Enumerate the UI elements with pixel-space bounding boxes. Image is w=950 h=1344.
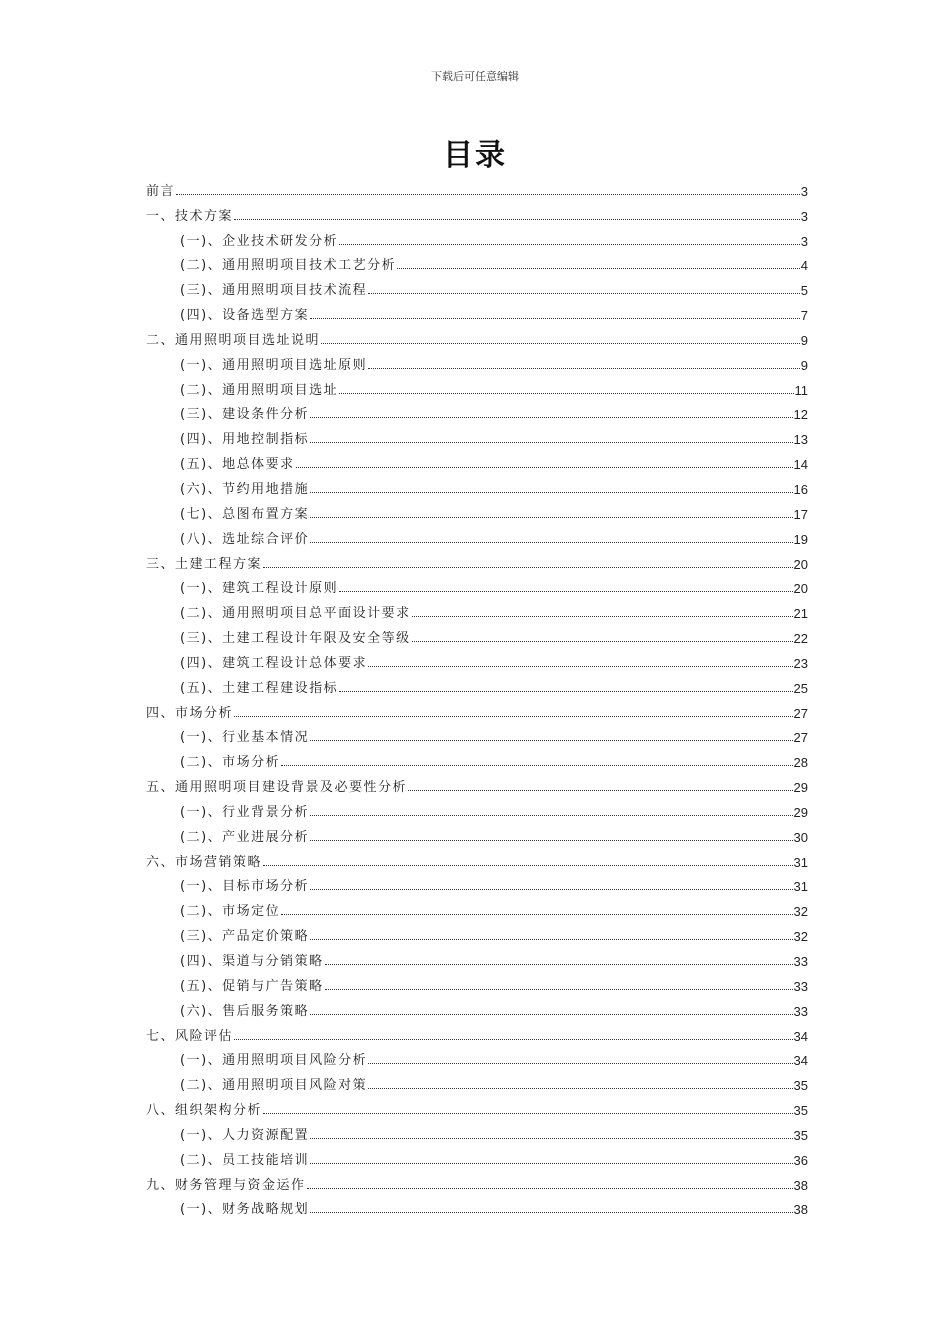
toc-dot-leader <box>310 417 792 418</box>
toc-entry[interactable] <box>146 969 808 994</box>
toc-entry-label: (八)、选址综合评价 <box>180 531 310 547</box>
toc-entry-label: 九、财务管理与资金运作 <box>146 1177 306 1193</box>
toc-entry-label: (四)、用地控制指标 <box>180 432 310 448</box>
toc-entry[interactable] <box>146 422 808 447</box>
toc-entry[interactable] <box>146 870 808 895</box>
toc-entry-page: 27 <box>793 705 808 721</box>
toc-dot-leader <box>234 1039 793 1040</box>
toc-entry-page: 35 <box>793 1103 808 1119</box>
toc-dot-leader <box>310 1138 792 1139</box>
toc-entry-page: 34 <box>793 1028 808 1044</box>
toc-entry-label: (五)、地总体要求 <box>180 457 295 473</box>
toc-entry[interactable] <box>146 398 808 423</box>
toc-dot-leader <box>325 989 793 990</box>
toc-dot-leader <box>339 244 800 245</box>
toc-entry-label: (六)、售后服务策略 <box>180 1003 310 1019</box>
toc-entry-label: (一)、财务战略规划 <box>180 1202 310 1218</box>
toc-entry-page: 19 <box>793 531 808 547</box>
toc-dot-leader <box>263 865 793 866</box>
toc-dot-leader <box>339 591 792 592</box>
toc-entry-label: (七)、总图布置方案 <box>180 506 310 522</box>
toc-entry[interactable] <box>146 745 808 770</box>
toc-entry[interactable] <box>146 671 808 696</box>
toc-entry-page: 38 <box>793 1177 808 1193</box>
toc-entry[interactable] <box>146 820 808 845</box>
toc-entry-label: 一、技术方案 <box>146 208 234 224</box>
toc-dot-leader <box>368 368 800 369</box>
toc-entry-page: 22 <box>793 631 808 647</box>
toc-entry-page: 33 <box>793 978 808 994</box>
toc-entry-page: 9 <box>800 357 808 373</box>
toc-dot-leader <box>325 964 793 965</box>
toc-entry[interactable] <box>146 795 808 820</box>
toc-entry[interactable] <box>146 373 808 398</box>
toc-entry-page: 28 <box>793 755 808 771</box>
toc-entry-label: (四)、渠道与分销策略 <box>180 954 324 969</box>
toc-entry-page: 30 <box>793 829 808 845</box>
toc-entry[interactable] <box>146 572 808 597</box>
toc-entry-page: 38 <box>793 1202 808 1218</box>
toc-entry-page: 34 <box>793 1053 808 1069</box>
toc-entry-page: 29 <box>793 780 808 796</box>
toc-entry-page: 20 <box>793 581 808 597</box>
toc-dot-leader <box>281 765 792 766</box>
toc-entry-label: 二、通用照明项目选址说明 <box>146 332 321 348</box>
toc-dot-leader <box>310 939 792 940</box>
toc-dot-leader <box>176 194 800 195</box>
toc-entry-label: 八、组织架构分析 <box>146 1103 263 1119</box>
toc-entry[interactable] <box>146 472 808 497</box>
toc-entry[interactable] <box>146 174 808 199</box>
toc-entry-label: (一)、建筑工程设计原则 <box>180 581 339 597</box>
toc-dot-leader <box>310 815 792 816</box>
toc-dot-leader <box>296 467 793 468</box>
toc-entry-page: 7 <box>800 308 808 324</box>
toc-entry-page: 25 <box>793 680 808 696</box>
toc-entry[interactable] <box>146 845 808 870</box>
toc-entry[interactable] <box>146 721 808 746</box>
toc-entry-label: (一)、人力资源配置 <box>180 1127 310 1143</box>
toc-entry[interactable] <box>146 224 808 249</box>
toc-dot-leader <box>339 691 792 692</box>
toc-entry-label: (三)、土建工程设计年限及安全等级 <box>180 631 411 647</box>
toc-entry[interactable] <box>146 348 808 373</box>
table-of-contents <box>146 174 808 1217</box>
toc-entry[interactable] <box>146 273 808 298</box>
toc-entry-page: 32 <box>793 904 808 920</box>
toc-entry-label: 三、土建工程方案 <box>146 556 263 572</box>
toc-entry-page: 32 <box>793 929 808 945</box>
toc-entry-label: (一)、行业背景分析 <box>180 804 310 820</box>
toc-entry-page: 33 <box>793 954 808 969</box>
toc-entry-page: 33 <box>793 1003 808 1019</box>
toc-entry-page: 9 <box>800 332 808 348</box>
toc-dot-leader <box>339 393 793 394</box>
toc-entry-page: 23 <box>793 655 808 671</box>
toc-entry-label: (二)、市场分析 <box>180 755 281 771</box>
header-note: 下载后可任意编辑 <box>431 70 519 83</box>
toc-dot-leader <box>412 616 793 617</box>
toc-dot-leader <box>310 1163 792 1164</box>
toc-entry-label: 七、风险评估 <box>146 1028 234 1044</box>
toc-dot-leader <box>321 343 800 344</box>
toc-entry[interactable] <box>146 323 808 348</box>
toc-dot-leader <box>310 889 792 890</box>
toc-entry-label: 五、通用照明项目建设背景及必要性分析 <box>146 780 408 796</box>
toc-dot-leader <box>310 1212 792 1213</box>
toc-entry-page: 31 <box>793 879 808 895</box>
toc-entry[interactable] <box>146 1168 808 1193</box>
toc-entry-label: (一)、通用照明项目选址原则 <box>180 357 368 373</box>
toc-dot-leader <box>310 1014 792 1015</box>
toc-entry-page: 31 <box>793 854 808 870</box>
toc-entry[interactable] <box>146 994 808 1019</box>
toc-entry-page: 13 <box>793 432 808 448</box>
toc-dot-leader <box>310 740 792 741</box>
toc-entry[interactable] <box>146 497 808 522</box>
toc-entry[interactable] <box>146 944 808 969</box>
toc-entry[interactable] <box>146 298 808 323</box>
toc-entry-page: 12 <box>793 407 808 423</box>
toc-entry-label: (三)、通用照明项目技术流程 <box>180 283 368 299</box>
toc-entry[interactable] <box>146 1193 808 1218</box>
toc-entry-page: 17 <box>793 506 808 522</box>
toc-entry[interactable] <box>146 770 808 795</box>
toc-entry-label: 六、市场营销策略 <box>146 854 263 870</box>
toc-entry[interactable] <box>146 522 808 547</box>
toc-entry-page: 4 <box>800 258 808 274</box>
toc-entry-label: 前言 <box>146 183 176 199</box>
toc-dot-leader <box>263 1113 793 1114</box>
toc-entry[interactable] <box>146 919 808 944</box>
toc-entry-label: (二)、通用照明项目技术工艺分析 <box>180 258 397 274</box>
toc-entry-page: 14 <box>793 457 808 473</box>
toc-dot-leader <box>307 1188 793 1189</box>
toc-entry-page: 16 <box>793 481 808 497</box>
toc-entry[interactable] <box>146 249 808 274</box>
toc-entry-label: (二)、产业进展分析 <box>180 829 310 845</box>
toc-entry-page: 35 <box>793 1078 808 1094</box>
toc-entry[interactable] <box>146 696 808 721</box>
toc-dot-leader <box>310 318 800 319</box>
toc-dot-leader <box>368 666 792 667</box>
toc-entry[interactable] <box>146 894 808 919</box>
toc-entry[interactable] <box>146 199 808 224</box>
toc-dot-leader <box>310 840 792 841</box>
toc-entry[interactable] <box>146 1093 808 1118</box>
toc-entry[interactable] <box>146 1143 808 1168</box>
toc-entry-page: 29 <box>793 804 808 820</box>
toc-entry-page: 5 <box>800 283 808 299</box>
toc-entry-label: (一)、行业基本情况 <box>180 730 310 746</box>
toc-entry-label: (三)、产品定价策略 <box>180 929 310 945</box>
toc-entry[interactable] <box>146 1118 808 1143</box>
toc-entry-page: 11 <box>794 382 808 398</box>
toc-entry-label: (三)、建设条件分析 <box>180 407 310 423</box>
toc-title: 目录 <box>443 138 507 173</box>
toc-dot-leader <box>310 492 792 493</box>
toc-entry-page: 3 <box>800 208 808 224</box>
toc-entry[interactable] <box>146 547 808 572</box>
toc-entry-label: (二)、通用照明项目选址 <box>180 382 339 398</box>
toc-dot-leader <box>408 790 793 791</box>
toc-entry-page: 20 <box>793 556 808 572</box>
toc-entry-label: (二)、通用照明项目风险对策 <box>180 1078 368 1094</box>
toc-dot-leader <box>310 542 792 543</box>
toc-entry[interactable] <box>146 646 808 671</box>
toc-entry-page: 36 <box>793 1152 808 1168</box>
toc-entry[interactable] <box>146 1019 808 1044</box>
toc-dot-leader <box>234 716 793 717</box>
toc-entry-page: 27 <box>793 730 808 746</box>
toc-entry[interactable] <box>146 1068 808 1093</box>
toc-entry[interactable] <box>146 621 808 646</box>
toc-entry-page: 3 <box>800 233 808 249</box>
toc-entry-label: (四)、建筑工程设计总体要求 <box>180 655 368 671</box>
toc-entry-label: (一)、企业技术研发分析 <box>180 233 339 249</box>
toc-entry[interactable] <box>146 1044 808 1069</box>
toc-dot-leader <box>368 293 800 294</box>
toc-entry-page: 3 <box>800 183 808 199</box>
toc-dot-leader <box>412 641 793 642</box>
toc-dot-leader <box>368 1063 792 1064</box>
toc-dot-leader <box>234 219 800 220</box>
toc-entry-label: (一)、目标市场分析 <box>180 879 310 895</box>
toc-dot-leader <box>310 517 792 518</box>
toc-entry-label: (二)、市场定位 <box>180 904 281 920</box>
toc-entry[interactable] <box>146 596 808 621</box>
toc-dot-leader <box>263 567 793 568</box>
toc-entry-page: 35 <box>793 1127 808 1143</box>
toc-dot-leader <box>281 914 792 915</box>
toc-dot-leader <box>368 1088 792 1089</box>
toc-dot-leader <box>397 268 800 269</box>
toc-entry-label: (五)、促销与广告策略 <box>180 978 324 994</box>
toc-entry-label: 四、市场分析 <box>146 705 234 721</box>
toc-entry-label: (一)、通用照明项目风险分析 <box>180 1053 368 1069</box>
toc-entry-label: (六)、节约用地措施 <box>180 481 310 497</box>
toc-entry-label: (四)、设备选型方案 <box>180 308 310 324</box>
toc-dot-leader <box>310 442 792 443</box>
toc-entry-label: (二)、通用照明项目总平面设计要求 <box>180 606 411 622</box>
toc-entry-label: (二)、员工技能培训 <box>180 1152 310 1168</box>
toc-entry[interactable] <box>146 447 808 472</box>
toc-entry-page: 21 <box>793 606 808 622</box>
toc-entry-label: (五)、土建工程建设指标 <box>180 680 339 696</box>
